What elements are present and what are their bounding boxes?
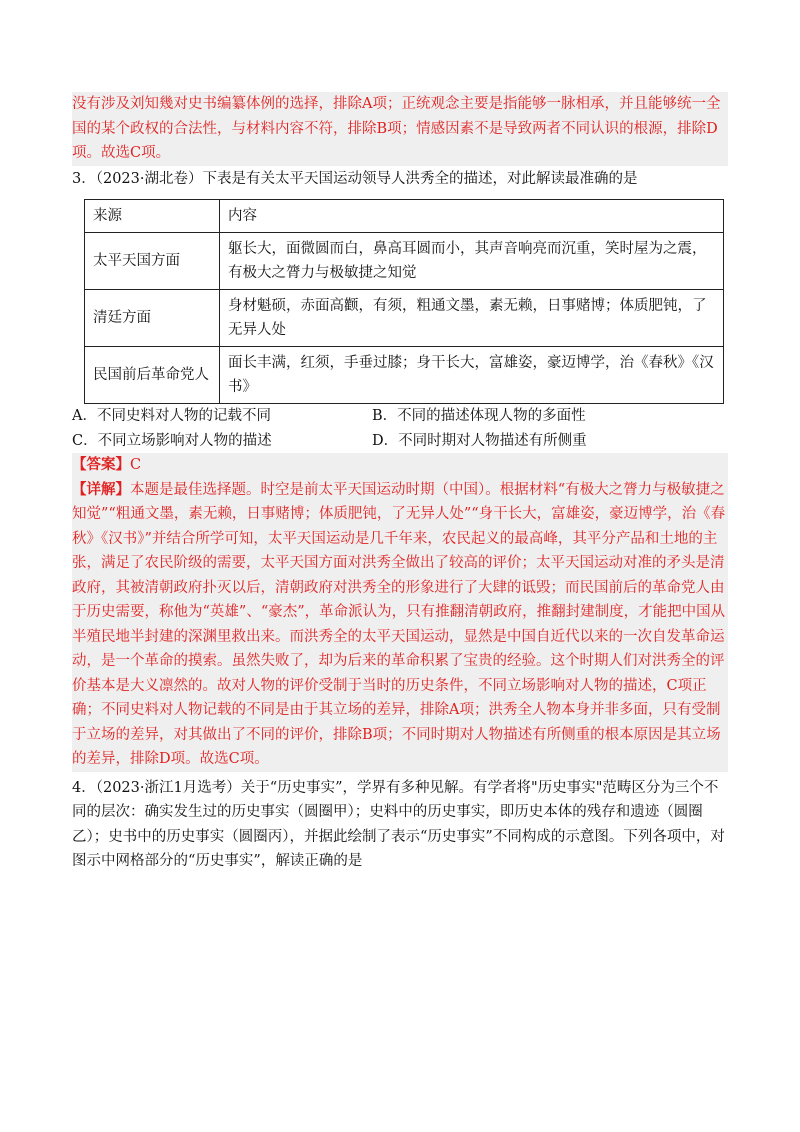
answer-value: C xyxy=(130,457,142,473)
option-d: D．不同时期对人物描述有所侧重 xyxy=(372,432,587,449)
table-row xyxy=(85,233,724,290)
source-table xyxy=(84,199,724,404)
previous-explanation: 没有涉及刘知幾对史书编纂体例的选择，排除A项；正统观念主要是指能够一脉相承，并且能够统一全国的某个政权的合法性，与材料内容不符，排除B项；情感因素不是导致两者不同认识的根源，排除D项。故选C项。 xyxy=(72,92,728,166)
table-cell-source: 清廷方面 xyxy=(85,290,220,347)
question-3-stem: 3．（2023·湖北卷）下表是有关太平天国运动领导人洪秀全的描述，对此解读最准确的是 xyxy=(72,170,638,187)
table-cell-content: 面长丰满，红须，手垂过膝；身干长大，富雄姿，豪迈博学，治《春秋》《汉书》 xyxy=(220,347,724,404)
table-cell-source: 太平天国方面 xyxy=(85,233,220,290)
table-cell-source: 民国前后革命党人 xyxy=(85,347,220,404)
detail-text: 本题是最佳选择题。时空是前太平天国运动时期（中国）。根据材料“有极大之膂力与极敏捷之知觉”“粗通文墨，素无赖，日事赌博；体质肥钝，了无异人处”“身干长大，富雄姿，豪迈博学，治《春秋》《汉书》”并结合所学可知，太平天国运动是几千年来，农民起义的最高峰，其平分产品和土地的主张，满足了农民阶级的需要，太平天国方面对洪秀全做出了较高的评价；太平天国运动对准的矛头是清政府，其被清朝政府扑灭以后，清朝政府对洪秀全的形象进行了大肆的诋毁；而民国前后的革命党人由于历史需要，称他为“英雄”、“豪杰”，革命派认为，只有推翻清朝政府，推翻封建制度，才能把中国从半殖民地半封建的深渊里救出来。而洪秀全的太平天国运动，显然是中国自近代以来的一次自发革命运动，是一个革命的摸索。虽然失败了，却为后来的革命积累了宝贵的经验。这个时期人们对洪秀全的评价基本是大义凛然的。故对人物的评价受制于当时的历史条件，不同立场影响对人物的描述，C项正确；不同史料对人物记载的不同是由于其立场的差异，排除A项；洪秀全人物本身并非多面，只有受制于立场的差异，对其做出了不同的评价，排除B项；不同时期对人物描述有所侧重的根本原因是其立场的差异，排除D项。故选C项。 xyxy=(72,481,726,767)
detail-label: 【详解】 xyxy=(72,480,130,498)
table-header-content: 内容 xyxy=(220,200,724,233)
option-c: C．不同立场影响对人物的描述 xyxy=(72,432,272,449)
question-4-stem: 4．（2023·浙江1月选考）关于“历史事实”，学界有多种见解。有学者将"历史事实"范畴区分为三个不同的层次：确实发生过的历史事实（圆圈甲）；史料中的历史事实，即历史本体的残存和遗迹（圆圈乙）；史书中的历史事实（圆圈丙），并据此绘制了表示“历史事实”不同构成的示意图。下列各项中，对图示中网格部分的“历史事实”，解读正确的是 xyxy=(72,779,725,869)
table-row xyxy=(85,347,724,404)
table-cell-content: 身材魁硕，赤面高颧，有须，粗通文墨，素无赖，日事赌博；体质肥钝，了无异人处 xyxy=(220,290,724,347)
answer-block xyxy=(72,453,728,478)
option-a: A．不同史料对人物的记载不同 xyxy=(72,408,271,424)
table-header-source: 来源 xyxy=(85,200,220,233)
table-row xyxy=(85,290,724,347)
answer-label: 【答案】 xyxy=(72,456,130,473)
option-b: B．不同的描述体现人物的多面性 xyxy=(372,408,586,424)
table-header-row xyxy=(85,200,724,233)
table-cell-content: 躯长大，面微圆而白，鼻高耳圆而小，其声音响亮而沉重，笑时屋为之震，有极大之膂力与极敏捷之知觉 xyxy=(220,233,724,290)
page xyxy=(72,92,728,874)
detail-block xyxy=(72,478,728,772)
question-3-options xyxy=(72,404,728,453)
